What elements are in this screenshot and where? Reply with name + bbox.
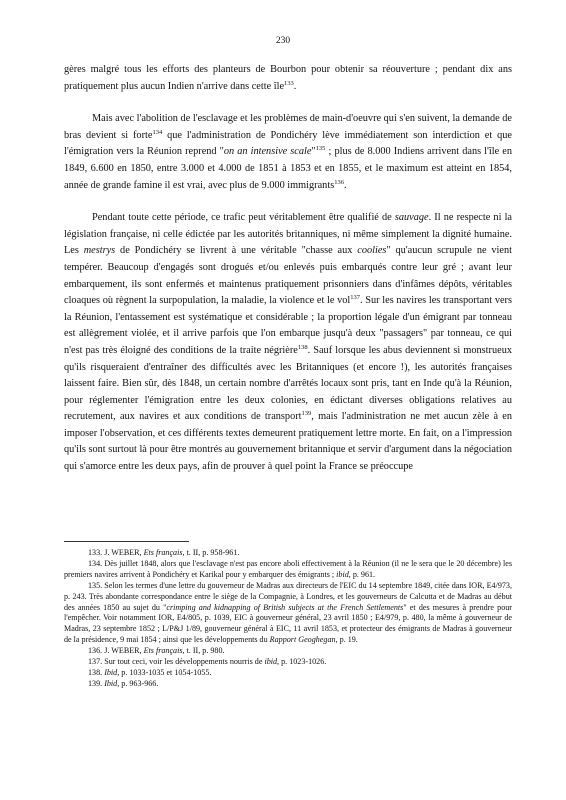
text-run: . (293, 80, 297, 92)
page-number: 230 (275, 36, 291, 46)
italic-run: coolies (357, 245, 387, 257)
italic-run: Ets français (143, 646, 183, 656)
footnote-ref: 134 (152, 128, 163, 136)
text-run: , p. 963-966. (117, 678, 159, 688)
footnote (64, 657, 512, 668)
text-run: , mais l'administration ne met aucun zèle à en imposer l'observation, et ces différents textes demeurent pratiquement lettre morte. En fait, on a l'impression qu'ils sont surtout là pour être montrés au gouvernement britannique et servir d'argument dans la négociation qui s'amorce entre les deux pays, afin de prouver à quel point la France se préoccupe (64, 411, 513, 473)
paragraph (64, 62, 512, 95)
text-run: . (343, 179, 347, 191)
footnote-ref: 139 (301, 410, 312, 418)
text-run: . Sauf lorsque les abus deviennent si monstrueux qu'ils risqueraient d'entraîner des difficultés avec les Britanniques (et encore !), les autorités françaises laissent faire. Bien sûr, dès 1848, un certain nombre d'arrêtés locaux sont pris, tant en Inde qu'à la Réunion, pour réglementer l'émigration entre les deux colonies, en édictant diverses obligations relatives au recrutement, aux navires et aux conditions de transport (64, 344, 512, 423)
text-run: Pendant toute cette période, ce trafic peut véritablement être qualifié de (92, 212, 395, 224)
body-text (64, 62, 512, 476)
text-run: , p. 961. (348, 569, 376, 579)
footnote (64, 679, 512, 690)
footnotes (64, 548, 512, 690)
text-run: . Il ne respecte ni la législation française, ni celle édictée par les autorités britanniques, ni même simplement la dignité humaine. Les (64, 212, 512, 257)
italic-run: ibid (336, 569, 349, 579)
italic-run: Ibid (104, 678, 118, 688)
text-run: 134. Dès juillet 1848, alors que l'esclavage n'est pas encore aboli effectivement à la Réunion (il ne le sera que le 20 décembre) les premiers navires arrivent à Pondichéry et Karikal pour y embarquer des émigrants ; (64, 558, 512, 579)
footnote-separator (64, 541, 189, 542)
text-run: 136. J. WEBER, (88, 646, 144, 656)
text-run: que l'administration de Pondichéry lève immédiatement son interdiction et que l'émigration vers la Réunion reprend " (64, 129, 512, 158)
text-run: " qu'aucun scrupule ne vient tempérer. Beaucoup d'engagés sont drogués et/ou enlevés puis embarqués contre leur gré ; avant leur embarquement, ils sont enfermés et maintenus pratiquement prisonniers dans d'infâmes dépôts, véritables cloaques où règnent la surpopulation, la maladie, la violence et le vol (64, 245, 512, 307)
footnote (64, 668, 512, 679)
text-run: ; plus de 8.000 Indiens arrivent dans l'île en 1849, 6.600 en 1850, entre 3.000 et 4.000 de 1851 à 1853 et en 1855, et le maximum est atteint en 1854, année de grande famine il est vrai, avec plus de 9.000 immigrants (64, 146, 512, 191)
italic-run: crimping and kidnapping of British subjects at the French Settlements (166, 602, 404, 612)
text-run: Mais avec l'abolition de l'esclavage et les problèmes de main-d'oeuvre qui s'en suivent, la demande de bras devient si forte (64, 113, 512, 141)
italic-run: sauvage (394, 212, 429, 224)
paragraph (64, 210, 512, 476)
text-run: . Sur les navires les transportant vers la Réunion, l'entassement est systématique et considérable ; la proportion légale d'un émigrant par tonneau est allègrement violée, et il arrive parfois que l'on embarque jusqu'à deux "passagers" par tonneau, ce qui n'est pas très éloigné des conditions de la traite négrière (64, 295, 512, 356)
text-run: " et des mesures à prendre pour l'empêcher. Voir notamment IOR, E4/805, p. 1039, EIC à gouverneur général, 23 avril 1850 ; E4/979, p. 480, la même à gouverneur de Madras, 23 septembre 1852 ; L/P&J 1/89, gouverneur général à EIC, 11 avril 1853, et protecteur des émigrants de Madras à gouverneur de la présidence, 9 mai 1854 ; ainsi que les développements du (64, 602, 512, 645)
text-run: 137. Sur tout ceci, voir les développements nourris de (88, 657, 265, 667)
text-run: , p. 19. (335, 635, 358, 645)
italic-run: on an intensive scale (223, 146, 312, 158)
text-run: 138. (88, 667, 105, 677)
text-run: gères malgré tous les efforts des planteurs de Bourbon pour obtenir sa réouverture ; pendant dix ans pratiquement plus aucun Indien n'arrive dans cette île (64, 64, 512, 92)
footnote-ref: 137 (350, 294, 361, 302)
text-run: , p. 1033-1035 et 1054-1055. (117, 667, 212, 677)
footnote (64, 646, 512, 657)
text-run: " (311, 146, 316, 158)
italic-run: mestrys (83, 245, 116, 257)
footnote (64, 581, 512, 646)
text-run: , p. 1023-1026. (277, 657, 327, 667)
text-run: de Pondichéry se livrent à une véritable "chasse aux (115, 245, 358, 257)
italic-run: ibid (264, 657, 278, 667)
italic-run: Ibid (104, 667, 118, 677)
footnote (64, 559, 512, 581)
text-run: 139. (88, 678, 105, 688)
footnote-ref: 138 (297, 343, 308, 351)
footnote-ref: 136 (334, 178, 344, 186)
italic-run: Ets français (143, 548, 183, 557)
footnote-ref: 135 (315, 145, 326, 153)
text-run: , t. II, p. 958-961. (182, 548, 240, 557)
text-run: , t. II, p. 980. (182, 646, 225, 656)
footnote (64, 548, 512, 559)
text-run: 135. Selon les termes d'une lettre du gouverneur de Madras aux directeurs de l'EIC du 14 septembre 1849, citée dans IOR, E4/973, p. 243. Très abondante correspondance entre le siège de la Compagnie, à Londres, et les gouverneurs de Calcutta et de Madras au début des années 1850 au sujet du " (64, 580, 512, 612)
text-run: 133. J. WEBER, (88, 548, 144, 557)
italic-run: Rapport Geoghegan (269, 635, 336, 645)
paragraph (64, 111, 512, 194)
footnote-ref: 133 (284, 79, 294, 87)
